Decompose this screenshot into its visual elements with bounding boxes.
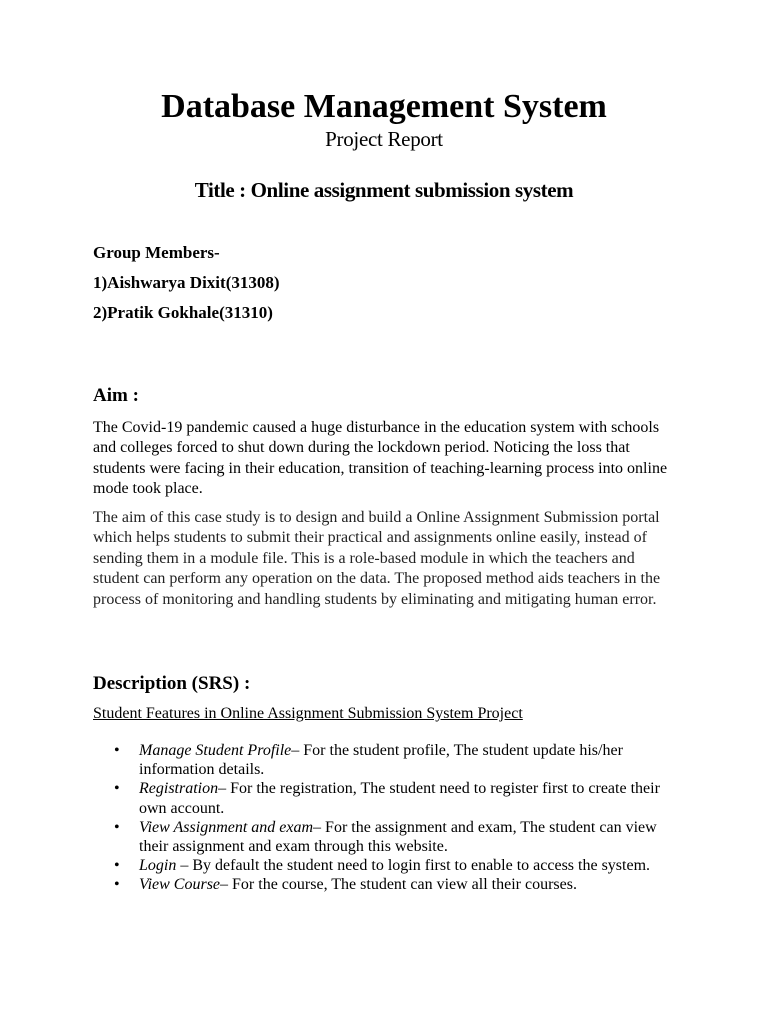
group-member: 2)Pratik Gokhale(31310) <box>93 303 273 322</box>
list-item <box>93 779 683 817</box>
bullet-icon: • <box>114 857 120 875</box>
bullet-icon: • <box>114 742 120 759</box>
feature-text: – For the assignment and exam, The student can view their assignment and exam through this website. <box>139 818 657 856</box>
feature-term: View Assignment and exam <box>139 818 314 836</box>
list-item <box>93 741 683 779</box>
aim-paragraph: The Covid-19 pandemic caused a huge disturbance in the education system with schools and colleges forced to shut down during the lockdown period. Noticing the loss that students were facing in their education, transition of teaching-learning process into online mode took place. <box>93 419 668 498</box>
bullet-icon: • <box>114 876 120 894</box>
list-item <box>93 875 683 894</box>
features-heading: Student Features in Online Assignment Submission System Project <box>93 705 523 722</box>
feature-term: Manage Student Profile <box>139 742 292 759</box>
aim-heading: Aim : <box>93 385 139 406</box>
bullet-icon: • <box>114 818 120 836</box>
feature-term: Registration <box>139 780 219 798</box>
list-item <box>93 856 683 875</box>
feature-text: – For the student profile, The student update his/her information details. <box>139 742 623 779</box>
document-subtitle: Project Report <box>325 127 443 151</box>
feature-term: View Course <box>139 876 221 894</box>
description-heading: Description (SRS) : <box>93 673 251 694</box>
feature-text: – For the registration, The student need to register first to create their own account. <box>139 780 660 817</box>
document-title: Database Management System <box>161 88 607 125</box>
feature-list <box>93 741 683 895</box>
feature-text: – By default the student need to login first to enable to access the system. <box>176 857 651 875</box>
report-title: Title : Online assignment submission system <box>194 178 574 202</box>
group-member: 1)Aishwarya Dixit(31308) <box>93 273 280 292</box>
group-members-label: Group Members- <box>93 243 220 262</box>
bullet-icon: • <box>114 780 120 798</box>
aim-paragraph: The aim of this case study is to design and build a Online Assignment Submission portal which helps students to submit their practical and assignments online easily, instead of sending them in a module file. This is a role-based module in which the teachers and student can perform any operation on the data. The proposed method aids teachers in the process of monitoring and handling students by eliminating and mitigating human error. <box>93 509 661 608</box>
feature-text: – For the course, The student can view all their courses. <box>220 876 577 894</box>
feature-term: Login <box>139 857 177 875</box>
list-item <box>93 818 683 856</box>
